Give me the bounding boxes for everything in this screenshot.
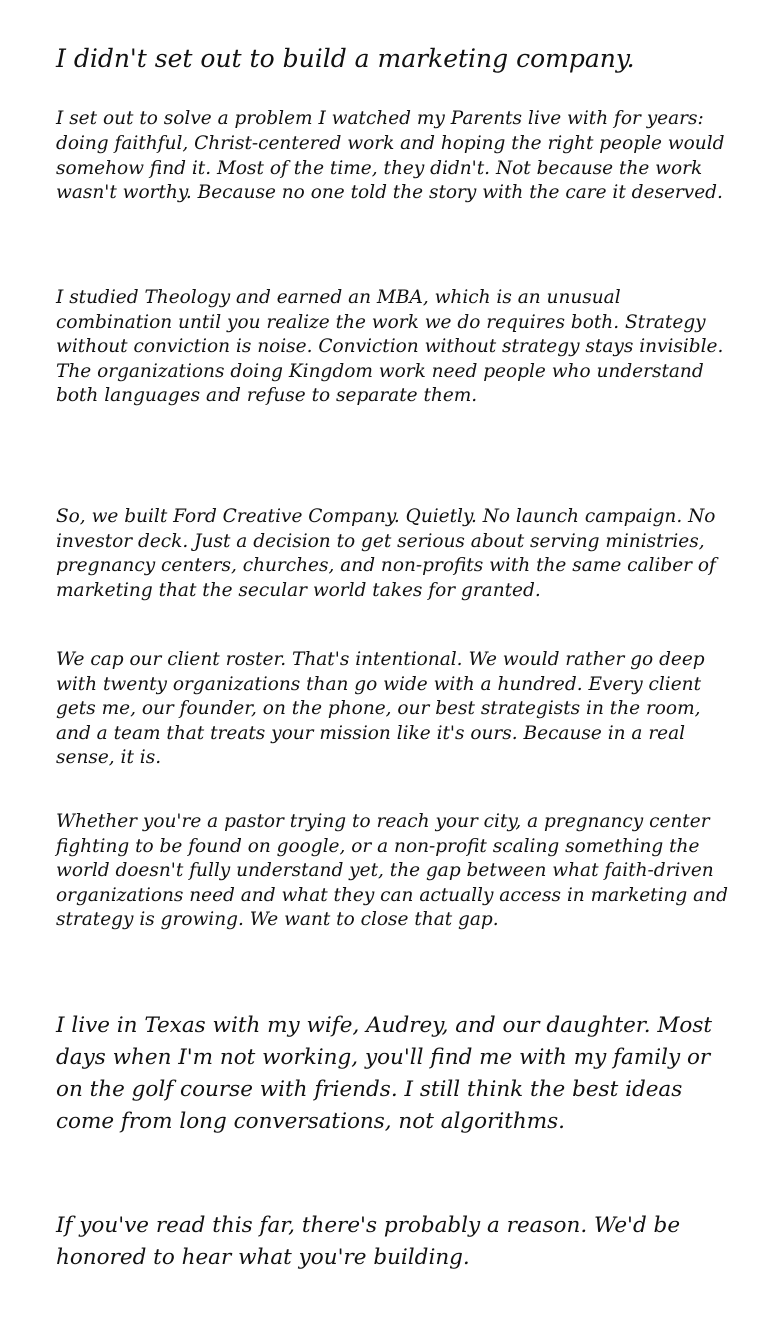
letter-paragraph-personal: I live in Texas with my wife, Audrey, and our daughter. Most days when I'm not working, you'll find me with my family or on the golf course with friends. I still think the best ideas come from long conversations, not algorithms. (56, 1013, 713, 1134)
letter-paragraph-founding: So, we built Ford Creative Company. Quietly. No launch campaign. No investor deck. Just a decision to get serious about serving ministries, pregnancy centers, churches, and non-profits with the same caliber of marketing that the secular world takes for granted. (56, 506, 716, 601)
letter-paragraph-problem: I set out to solve a problem I watched my Parents live with for years: doing faithful, Christ-centered work and hoping the right people would somehow find it. Most of the time, they didn't. Not because the work wasn't worthy. Because no one told the story with the care it deserved. (56, 108, 725, 204)
letter-paragraph-client-roster: We cap our client roster. That's intentional. We would rather go deep with twenty organizations than go wide with a hundred. Every client gets me, our founder, on the phone, our best strategists in the room, and a team that treats your mission like it's ours. Because in a real sense, it is. (56, 649, 705, 768)
letter-paragraph-mission: Whether you're a pastor trying to reach your city, a pregnancy center fighting to be found on google, or a non-profit scaling something the world doesn't fully understand yet, the gap between what faith-driven organizations need and what they can actually access in marketing and strategy is growing. We want to close that gap. (56, 811, 728, 930)
letter-paragraph-background: I studied Theology and earned an MBA, which is an unusual combination until you realize the work we do requires both. Strategy without conviction is noise. Conviction without strategy stays invisible. The organizations doing Kingdom work need people who understand both languages and refuse to separate them. (56, 287, 724, 406)
letter-closing: If you've read this far, there's probably a reason. We'd be honored to hear what you're building. (56, 1213, 681, 1270)
letter-opening-line: I didn't set out to build a marketing company. (56, 44, 635, 73)
